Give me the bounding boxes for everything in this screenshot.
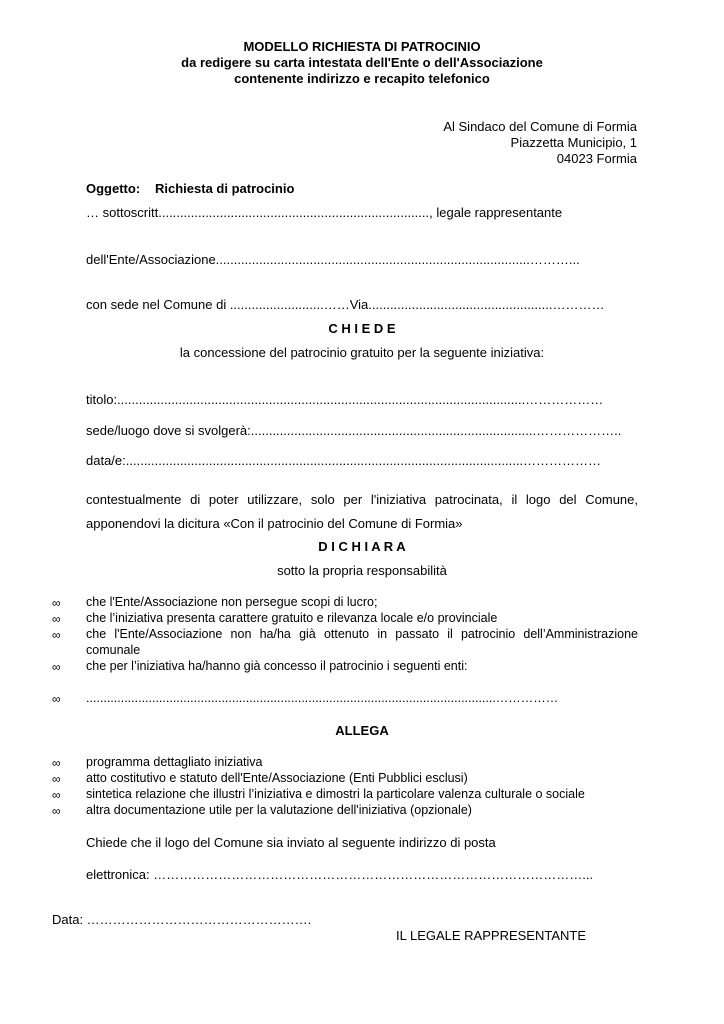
dichiara-item: che per l’iniziativa ha/hanno già concesso il patrocinio i seguenti enti: [86, 659, 468, 673]
bullet-icon: ∞ [52, 596, 61, 610]
signature-label: IL LEGALE RAPPRESENTANTE [396, 928, 587, 943]
dichiara-item: che l’iniziativa presenta carattere gratuito e rilevanza locale e/o provinciale [86, 611, 498, 625]
bullet-icon: ∞ [52, 628, 61, 642]
dichiara-item: che l'Ente/Associazione non ha/ha già ottenuto in passato il patrocinio dell’Amministrazione [86, 627, 638, 641]
initiative-sede-luogo: sede/luogo dove si svolgerà:...............................................................................……………….. [86, 423, 622, 438]
dichiara-item-blank: ......................................................................................................................…………… [86, 691, 559, 705]
bullet-icon: ∞ [52, 692, 61, 706]
header-line-3: contenente indirizzo e recapito telefonico [234, 71, 490, 86]
bullet-icon: ∞ [52, 756, 61, 770]
header-line-1: MODELLO RICHIESTA DI PATROCINIO [243, 39, 481, 54]
allega-item: altra documentazione utile per la valutazione dell'iniziativa (opzionale) [86, 803, 472, 817]
email-request-line-1: Chiede che il logo del Comune sia inviato al seguente indirizzo di posta [86, 835, 496, 850]
allega-heading: ALLEGA [335, 723, 389, 738]
field-ente: dell'Ente/Associazione.......................................................................................………... [86, 252, 580, 267]
bullet-icon: ∞ [52, 660, 61, 674]
recipient-line-3: 04023 Formia [556, 151, 637, 166]
initiative-titolo: titolo:.................................................................................................................……………… [86, 392, 604, 407]
bullet-icon: ∞ [52, 772, 61, 786]
header-line-2: da redigere su carta intestata dell'Ente o dell'Associazione [181, 55, 543, 70]
field-sottoscritt: … sottoscritt..........................................................................., legale rappresentante [86, 205, 563, 220]
logo-request-line-2: apponendovi la dicitura «Con il patrocinio del Comune di Formia» [86, 516, 463, 531]
bullet-icon: ∞ [52, 804, 61, 818]
dichiara-item: che l'Ente/Associazione non persegue scopi di lucro; [86, 595, 378, 609]
allega-item: programma dettagliato iniziativa [86, 755, 263, 769]
bullet-icon: ∞ [52, 612, 61, 626]
dichiara-subheading: sotto la propria responsabilità [277, 563, 447, 578]
dichiara-heading: D I C H I A R A [318, 539, 406, 554]
field-sede: con sede nel Comune di ..........................……Via...................................................………… [86, 297, 605, 312]
chiede-heading: C H I E D E [328, 321, 396, 336]
logo-request-line-1: contestualmente di poter utilizzare, solo per l'iniziativa patrocinata, il logo del Comune, [86, 492, 638, 507]
date-field: Data: ……………………………………………. [52, 912, 312, 927]
allega-item: atto costitutivo e statuto dell'Ente/Associazione (Enti Pubblici esclusi) [86, 771, 468, 785]
email-request-line-2: elettronica: ………………………………………………………………………………………... [86, 867, 594, 882]
allega-item: sintetica relazione che illustri l’iniziativa e dimostri la particolare valenza culturale o sociale [86, 787, 585, 801]
initiative-data: data/e:..............................................................................................................……………… [86, 453, 602, 468]
bullet-icon: ∞ [52, 788, 61, 802]
subject-label: Oggetto: [86, 181, 141, 196]
dichiara-item-continued: comunale [86, 643, 141, 657]
chiede-text: la concessione del patrocinio gratuito per la seguente iniziativa: [179, 345, 545, 360]
recipient-line-1: Al Sindaco del Comune di Formia [443, 119, 637, 134]
recipient-line-2: Piazzetta Municipio, 1 [510, 135, 637, 150]
subject-text: Richiesta di patrocinio [155, 181, 295, 196]
